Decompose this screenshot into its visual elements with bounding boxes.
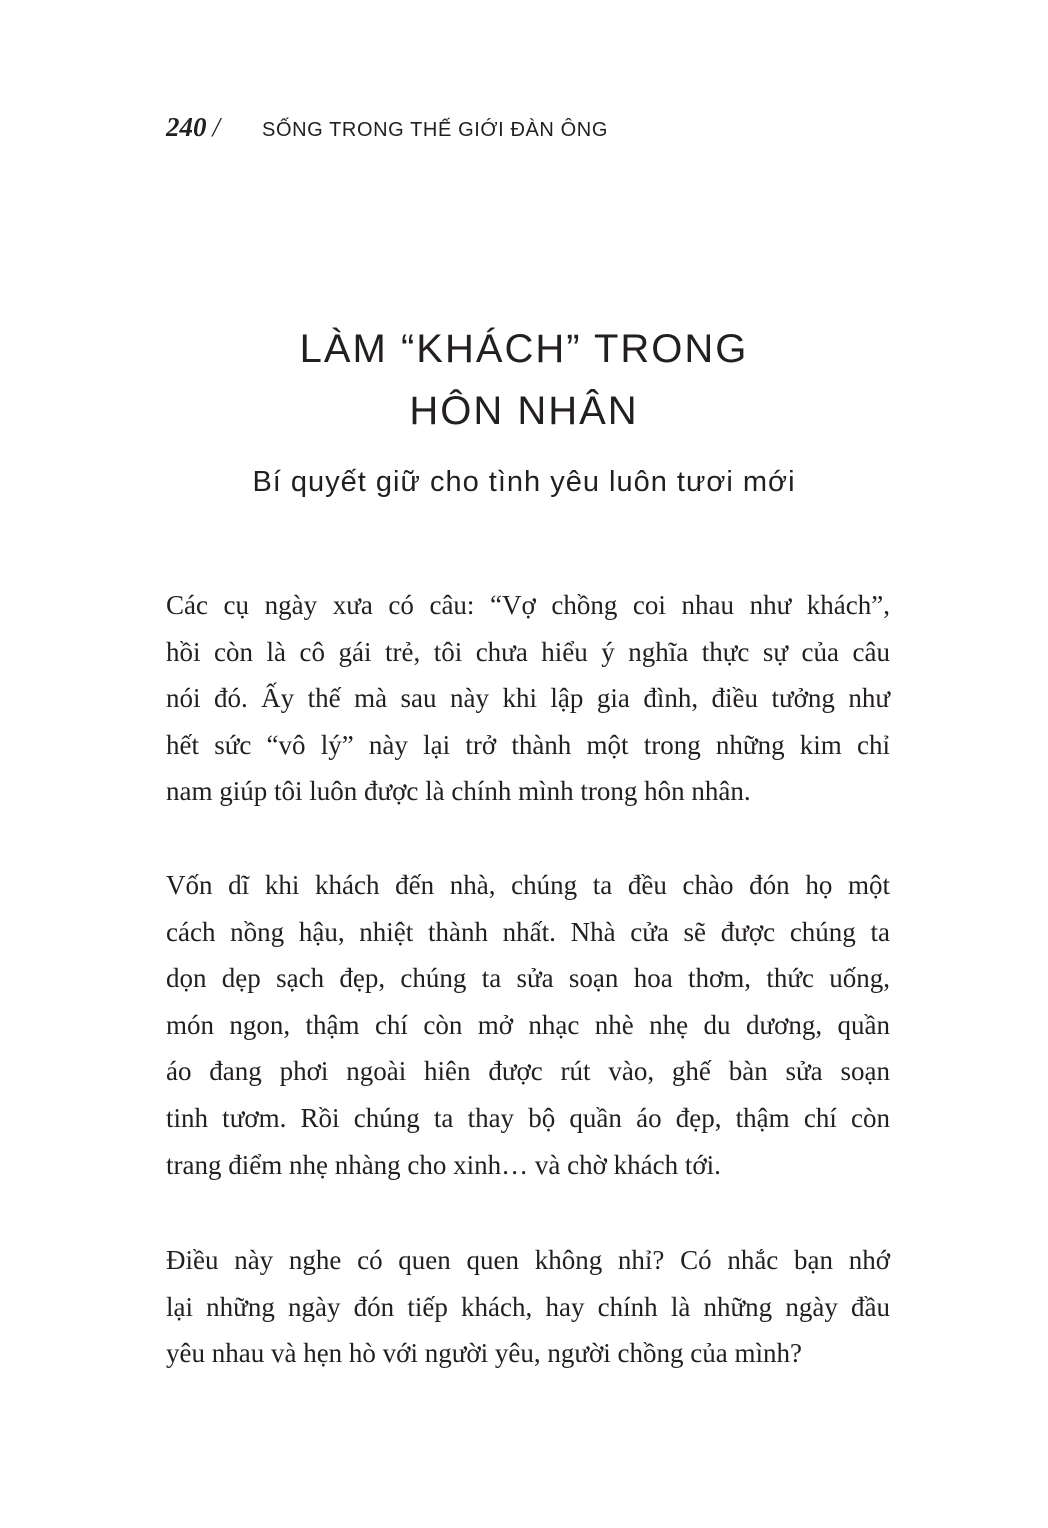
chapter-title-line: HÔN NHÂN <box>409 389 639 433</box>
text-line: Các cụ ngày xưa có câu: “Vợ chồng coi nhau như khách”, <box>166 590 890 620</box>
running-header <box>166 112 608 148</box>
chapter-title-line: LÀM “KHÁCH” TRONG <box>299 327 749 371</box>
paragraph-1 <box>166 582 890 815</box>
text-line: lại những ngày đón tiếp khách, hay chính là những ngày đầu <box>166 1291 890 1322</box>
chapter-title <box>0 318 1048 442</box>
text-line: hồi còn là cô gái trẻ, tôi chưa hiểu ý nghĩa thực sự của câu <box>166 636 890 667</box>
text-line: Điều này nghe có quen quen không nhỉ? Có nhắc bạn nhớ <box>166 1245 890 1275</box>
text-line: nam giúp tôi luôn được là chính mình trong hôn nhân. <box>166 776 751 807</box>
text-line: tinh tươm. Rồi chúng ta thay bộ quần áo đẹp, thậm chí còn <box>166 1102 890 1133</box>
chapter-subtitle: Bí quyết giữ cho tình yêu luôn tươi mới <box>252 466 796 498</box>
text-line: áo đang phơi ngoài hiên được rút vào, ghế bàn sửa soạn <box>166 1056 890 1087</box>
paragraph-3 <box>166 1237 890 1377</box>
text-line: nói đó. Ấy thế mà sau này khi lập gia đình, điều tưởng như <box>166 683 890 714</box>
text-line: yêu nhau và hẹn hò với người yêu, người chồng của mình? <box>166 1338 802 1369</box>
text-line: món ngon, thậm chí còn mở nhạc nhè nhẹ du dương, quần <box>166 1009 890 1040</box>
running-title: SỐNG TRONG THẾ GIỚI ĐÀN ÔNG <box>262 119 608 141</box>
text-line: cách nồng hậu, nhiệt thành nhất. Nhà cửa sẽ được chúng ta <box>166 916 890 947</box>
header-separator: / <box>212 112 221 142</box>
paragraph-2 <box>166 862 890 1188</box>
page-number: 240 <box>166 112 207 142</box>
text-line: hết sức “vô lý” này lại trở thành một trong những kim chỉ <box>166 729 890 760</box>
text-line: trang điểm nhẹ nhàng cho xinh… và chờ khách tới. <box>166 1149 721 1180</box>
text-line: dọn dẹp sạch đẹp, chúng ta sửa soạn hoa thơm, thức uống, <box>166 963 890 994</box>
text-line: Vốn dĩ khi khách đến nhà, chúng ta đều chào đón họ một <box>166 870 890 900</box>
